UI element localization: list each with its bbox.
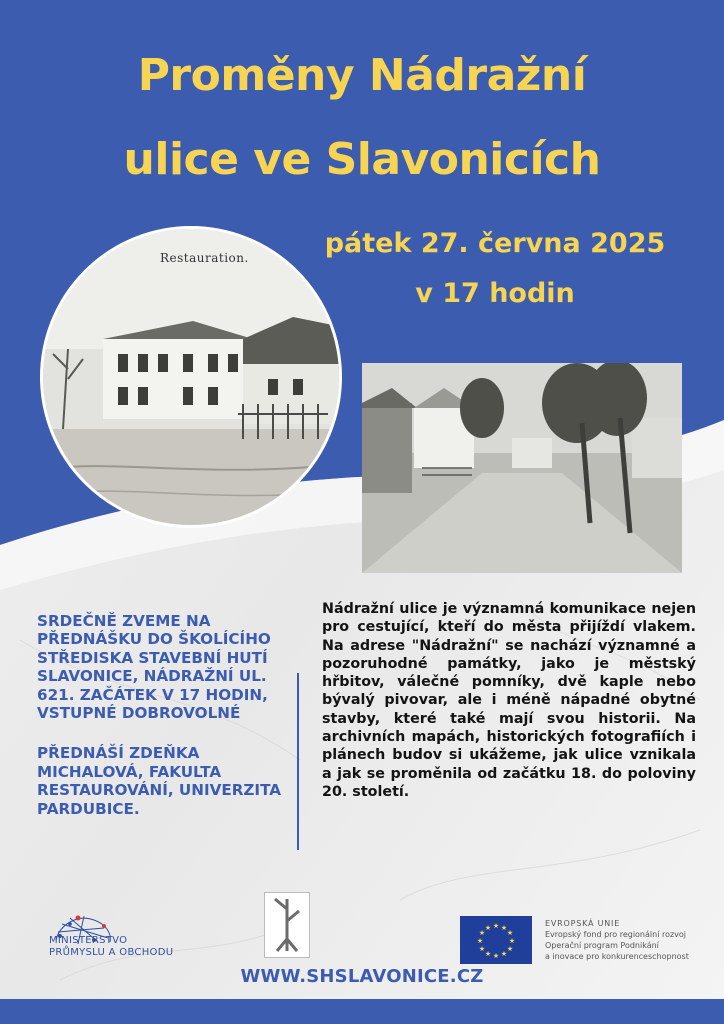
- svg-text:★: ★: [508, 937, 516, 945]
- invitation-paragraph: SRDEČNĚ ZVEME NA PŘEDNÁŠKU DO ŠKOLÍCÍHO STŘEDISKA STAVEBNÍ HUTÍ SLAVONICE, NÁDRAŽNÍ UL. 621. ZAČÁTEK V 17 HODIN, VSTUPNÉ DOBROVOLNÉ: [37, 612, 271, 723]
- mpo-line-2: PRŮMYSLU A OBCHODU: [49, 947, 174, 958]
- photo-caption: Restauration.: [160, 251, 249, 265]
- svg-text:★: ★: [506, 945, 514, 953]
- vertical-divider: [297, 673, 299, 850]
- stavebni-hut-logo-icon: [264, 892, 310, 958]
- svg-text:★: ★: [500, 924, 508, 932]
- historical-photo-restaurant: [40, 226, 342, 528]
- eu-funding-text: [545, 918, 689, 962]
- svg-text:★: ★: [478, 929, 486, 937]
- hut-mark-icon: [265, 893, 309, 957]
- website-link[interactable]: WWW.SHSLAVONICE.CZ: [240, 966, 484, 987]
- page-title-line-1: Proměny Nádražní: [137, 50, 587, 101]
- page-title-line-2: ulice ve Slavonicích: [123, 134, 601, 185]
- eu-flag-icon: [460, 916, 532, 964]
- eu-line-1: EVROPSKÁ UNIE: [545, 919, 621, 928]
- bottom-bar: [0, 999, 724, 1024]
- svg-text:★: ★: [478, 945, 486, 953]
- eu-line-3: Operační program Podnikání: [545, 941, 659, 950]
- event-date: pátek 27. června 2025: [324, 228, 666, 259]
- event-description: Nádražní ulice je významná komunikace nejen pro cestující, kteří do města přijíždí vlakem. Na adrese "Nádražní" se nachází významné a pozoruhodné památky, jako je městský hřbitov, válečné pomníky, dvě kaple nebo bývalý pivovar, ale i méně nápadné obytné stavby, které také mají svou historii. Na archivních mapách, historických fotografiích i plánech budov si ukážeme, jak ulice vznikala a jak se proměnila od začátku 18. do poloviny 20. století.: [322, 601, 696, 800]
- svg-text:★: ★: [476, 937, 484, 945]
- restaurant-illustration: [43, 229, 342, 528]
- eu-line-4: a inovace pro konkurenceschopnost: [545, 952, 689, 961]
- svg-text:★: ★: [492, 952, 500, 960]
- lecturer-paragraph: PŘEDNÁŠÍ ZDEŇKA MICHALOVÁ, FAKULTA RESTAUROVÁNÍ, UNIVERZITA PARDUBICE.: [37, 744, 282, 818]
- svg-text:★: ★: [500, 950, 508, 958]
- svg-text:★: ★: [484, 950, 492, 958]
- event-time: v 17 hodin: [415, 278, 575, 309]
- historical-photo-street: [362, 363, 682, 573]
- mpo-logo-text: [49, 935, 173, 959]
- eu-line-2: Evropský fond pro regionální rozvoj: [545, 930, 687, 939]
- svg-text:★: ★: [492, 922, 500, 930]
- mpo-line-1: MINISTERSTVO: [49, 935, 128, 946]
- svg-text:★: ★: [506, 929, 514, 937]
- invitation-text: [37, 612, 302, 818]
- street-illustration: [362, 363, 682, 573]
- svg-text:★: ★: [484, 924, 492, 932]
